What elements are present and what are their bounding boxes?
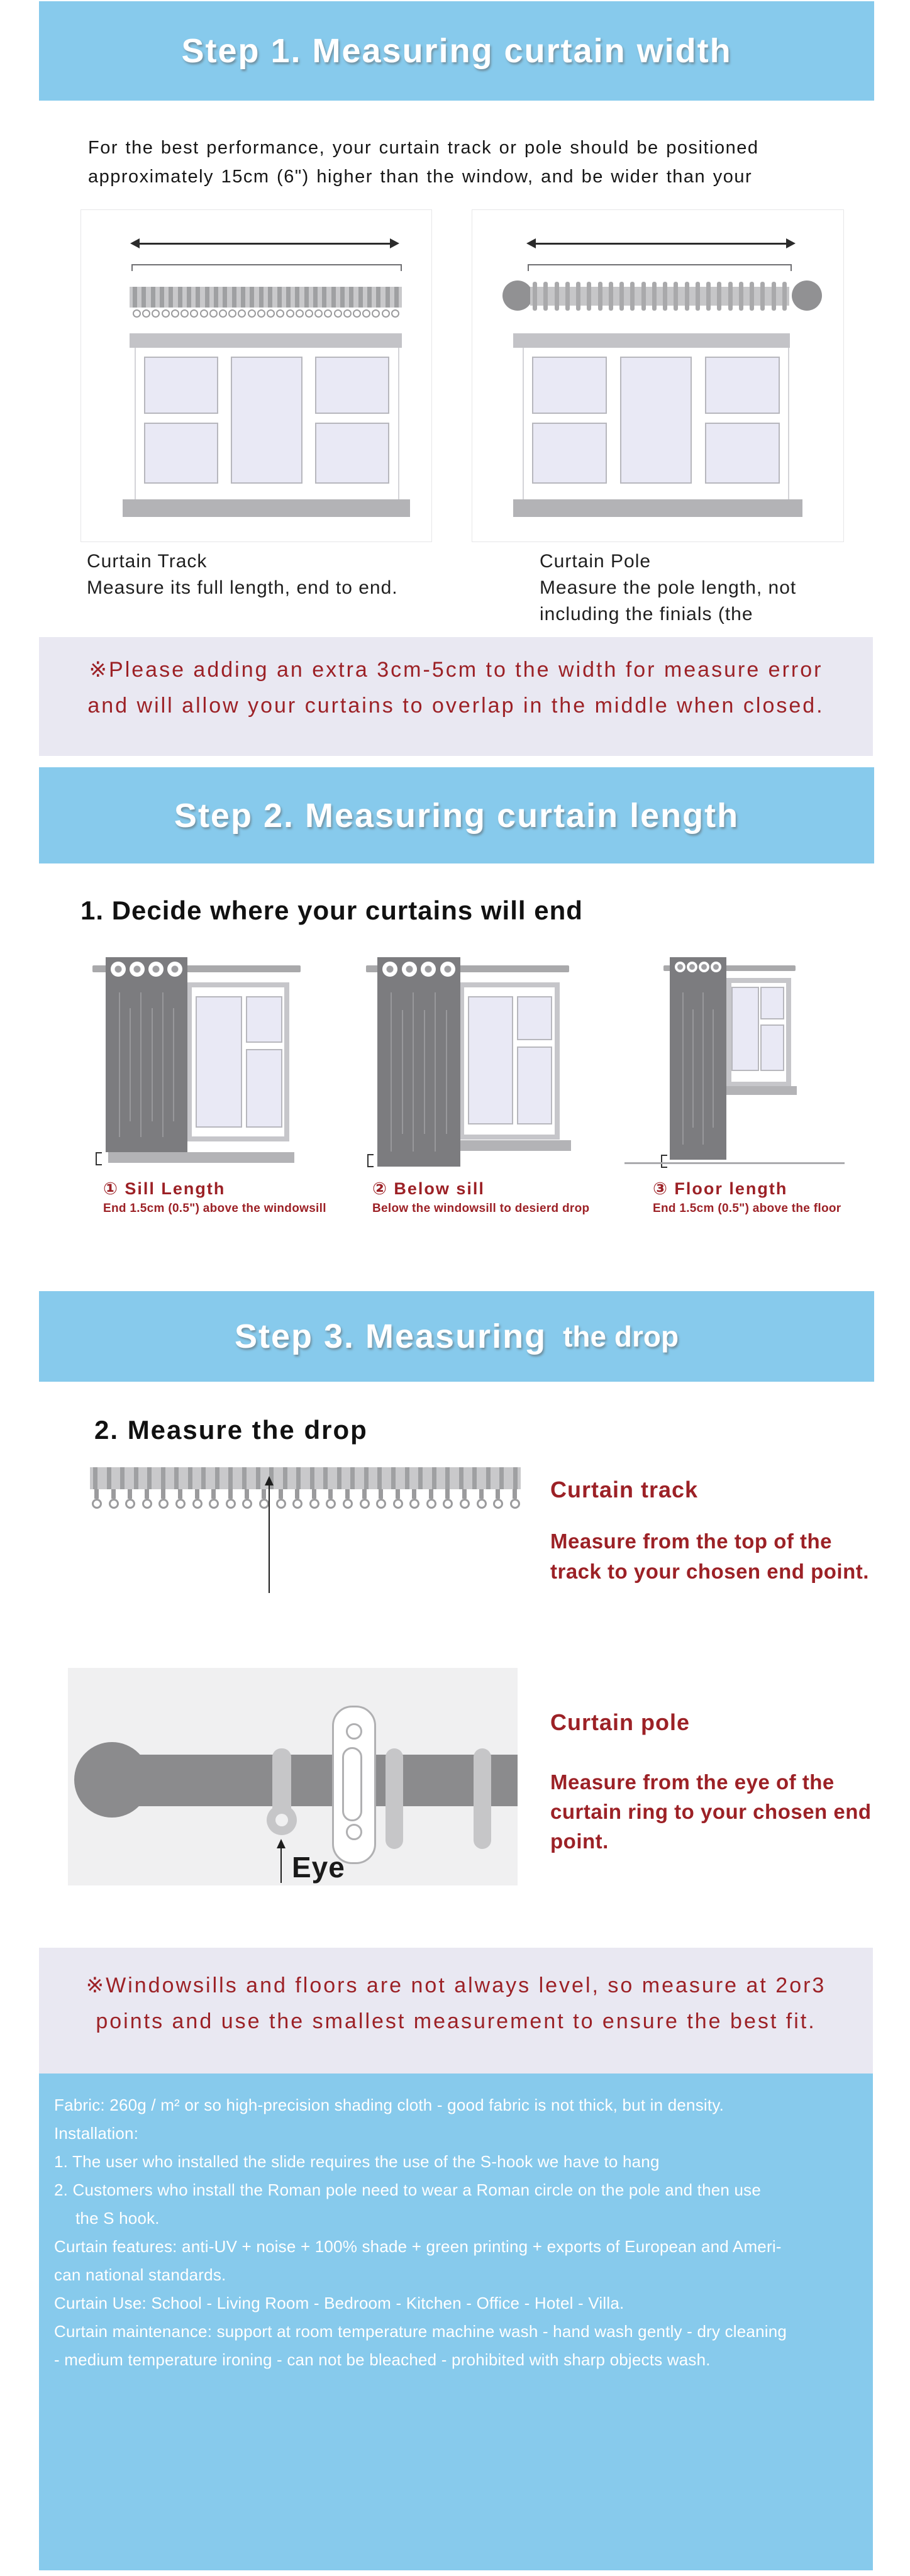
bracket-screw-hole: [346, 1723, 362, 1740]
window-pane: [315, 423, 389, 484]
window-pane: [196, 996, 242, 1128]
step2-header-banner: [39, 767, 874, 863]
option3-label: ③ Floor length: [653, 1179, 788, 1198]
window-pane: [246, 996, 282, 1043]
pole-drop-line1: Measure from the eye of the: [550, 1770, 835, 1794]
windowsill: [458, 1140, 571, 1151]
window-pane: [760, 1024, 784, 1071]
width-arrow-icon: [139, 243, 391, 245]
width-bracket: [528, 264, 792, 271]
eye-arrow-icon: [280, 1848, 282, 1883]
width-note-box: [39, 637, 873, 756]
footer-line: the S hook.: [75, 2209, 160, 2228]
curtain-folds: [109, 992, 184, 1137]
window-pane: [705, 357, 780, 414]
window-pane: [705, 423, 780, 484]
grommets: [675, 962, 721, 972]
pole-finial-right: [792, 280, 822, 311]
curtain-pole-closeup: [68, 1668, 518, 1885]
option3-desc: End 1.5cm (0.5") above the floor: [653, 1202, 841, 1215]
track-gliders: [90, 1467, 521, 1489]
curtain: [377, 957, 460, 1167]
curtain: [670, 957, 726, 1160]
track-hooks: [94, 1489, 517, 1499]
footer-line: 1. The user who installed the slide requires the use of the S-hook we have to hang: [54, 2152, 660, 2171]
width-note-line1: ※Please adding an extra 3cm-5cm to the width for measure error: [89, 658, 823, 682]
window-pane: [532, 357, 607, 414]
step1-header-banner: [39, 1, 874, 101]
level-note-box: [39, 1948, 873, 2074]
measure-mark: [661, 1155, 667, 1168]
step3-title-sub: the drop: [563, 1320, 679, 1353]
window-pane: [468, 996, 513, 1124]
product-details-box: [39, 2074, 873, 2570]
curtain-track: [130, 287, 402, 308]
finial-collar: [145, 1760, 160, 1801]
footer-line: - medium temperature ironing - can not be bleached - prohibited with sharp objects wash.: [54, 2350, 711, 2369]
footer-line: Curtain Use: School - Living Room - Bedroom - Kitchen - Office - Hotel - Villa.: [54, 2294, 624, 2312]
step2-heading: 1. Decide where your curtains will end: [80, 896, 583, 925]
step1-intro-line2: approximately 15cm (6") higher than the window, and be wider than your: [88, 167, 753, 187]
window-pane: [231, 357, 302, 484]
window-lintel: [513, 333, 790, 348]
measure-mark: [367, 1154, 374, 1167]
measure-mark: [96, 1152, 102, 1165]
footer-line: Installation:: [54, 2124, 139, 2143]
track-hooks: [133, 309, 399, 318]
footer-line: can national standards.: [54, 2265, 226, 2284]
eye-label: Eye: [292, 1851, 345, 1884]
grommets: [111, 962, 182, 977]
window-pane: [144, 423, 218, 484]
footer-line: Curtain maintenance: support at room temperature machine wash - hand wash gently - dry cleaning: [54, 2322, 787, 2341]
bracket-slot: [342, 1747, 362, 1821]
track-drop-title: Curtain track: [550, 1477, 699, 1502]
track-drop-line2: track to your chosen end point.: [550, 1560, 869, 1583]
track-drop-line1: Measure from the top of the: [550, 1530, 833, 1553]
footer-line: Fabric: 260g / m² or so high-precision shading cloth - good fabric is not thick, but in density.: [54, 2096, 724, 2114]
ring-eye: [267, 1805, 297, 1835]
level-note-line2: points and use the smallest measurement to ensure the best fit.: [96, 2009, 816, 2033]
window-lintel: [130, 333, 402, 348]
drop-arrow-icon: [269, 1485, 270, 1593]
curtain-ring: [386, 1748, 403, 1849]
step1-title: Step 1. Measuring curtain width: [181, 32, 732, 70]
option-floor-length-diagram: [640, 953, 854, 1223]
width-note-line2: and will allow your curtains to overlap in the middle when closed.: [87, 694, 824, 718]
window-pane: [731, 987, 759, 1071]
level-note-line1: ※Windowsills and floors are not always level, so measure at 2or3: [86, 1974, 826, 1997]
pole-caption-line2: including the finials (the: [540, 604, 753, 625]
grommets: [382, 962, 455, 977]
window-pane: [315, 357, 389, 414]
pole-finial: [74, 1742, 150, 1818]
window-pane: [144, 357, 218, 414]
windowsill: [723, 1086, 797, 1095]
pole-drop-line2: curtain ring to your chosen end: [550, 1800, 872, 1823]
pole-caption-title: Curtain Pole: [540, 551, 652, 572]
footer-line: Curtain features: anti-UV + noise + 100% shade + green printing + exports of European and Ameri-: [54, 2237, 782, 2256]
width-arrow-icon: [535, 243, 787, 245]
step3-title-main: Step 3. Measuring: [234, 1318, 547, 1355]
step1-intro: [88, 133, 758, 191]
window-pane: [760, 987, 784, 1019]
pole-drop-title: Curtain pole: [550, 1709, 691, 1735]
pole-rings: [533, 282, 787, 311]
pole-bar: [130, 1755, 518, 1806]
pole-caption-line1: Measure the pole length, not: [540, 577, 797, 598]
curtain-folds: [674, 992, 723, 1145]
step1-intro-line1: For the best performance, your curtain track or pole should be positioned: [88, 138, 759, 158]
footer-line: 2. Customers who install the Roman pole need to wear a Roman circle on the pole and then use: [54, 2180, 762, 2199]
width-bracket: [131, 264, 402, 271]
option-sill-length-diagram: [80, 953, 326, 1223]
window-pane: [517, 1046, 552, 1124]
option1-desc: End 1.5cm (0.5") above the windowsill: [103, 1202, 326, 1215]
window-pane: [532, 423, 607, 484]
curtain-track-diagram: [80, 209, 432, 542]
windowsill: [108, 1152, 294, 1163]
curtain-ring: [474, 1748, 491, 1849]
curtain-pole-diagram: [472, 209, 844, 542]
step2-title: Step 2. Measuring curtain length: [174, 796, 740, 835]
option2-desc: Below the windowsill to desierd drop: [372, 1202, 590, 1215]
track-gliders: [130, 287, 402, 308]
pole-finial-left: [502, 280, 533, 311]
option2-label: ② Below sill: [372, 1179, 485, 1198]
window-pane: [517, 996, 552, 1040]
step3-header-banner: [39, 1291, 874, 1382]
window-pane: [620, 357, 692, 484]
curtain-track-strip: [90, 1467, 521, 1489]
floor-line: [624, 1162, 845, 1164]
option1-label: ① Sill Length: [103, 1179, 226, 1198]
bracket-screw-hole: [346, 1824, 362, 1840]
track-caption-line: Measure its full length, end to end.: [87, 577, 398, 598]
option-below-sill-diagram: [363, 953, 590, 1223]
windowsill: [513, 499, 802, 517]
curtain-folds: [381, 992, 457, 1152]
step3-heading: 2. Measure the drop: [94, 1415, 368, 1445]
track-caption-title: Curtain Track: [87, 551, 208, 572]
window-pane: [246, 1049, 282, 1128]
windowsill: [123, 499, 410, 517]
curtain: [106, 957, 187, 1152]
pole-drop-line3: point.: [550, 1829, 609, 1853]
